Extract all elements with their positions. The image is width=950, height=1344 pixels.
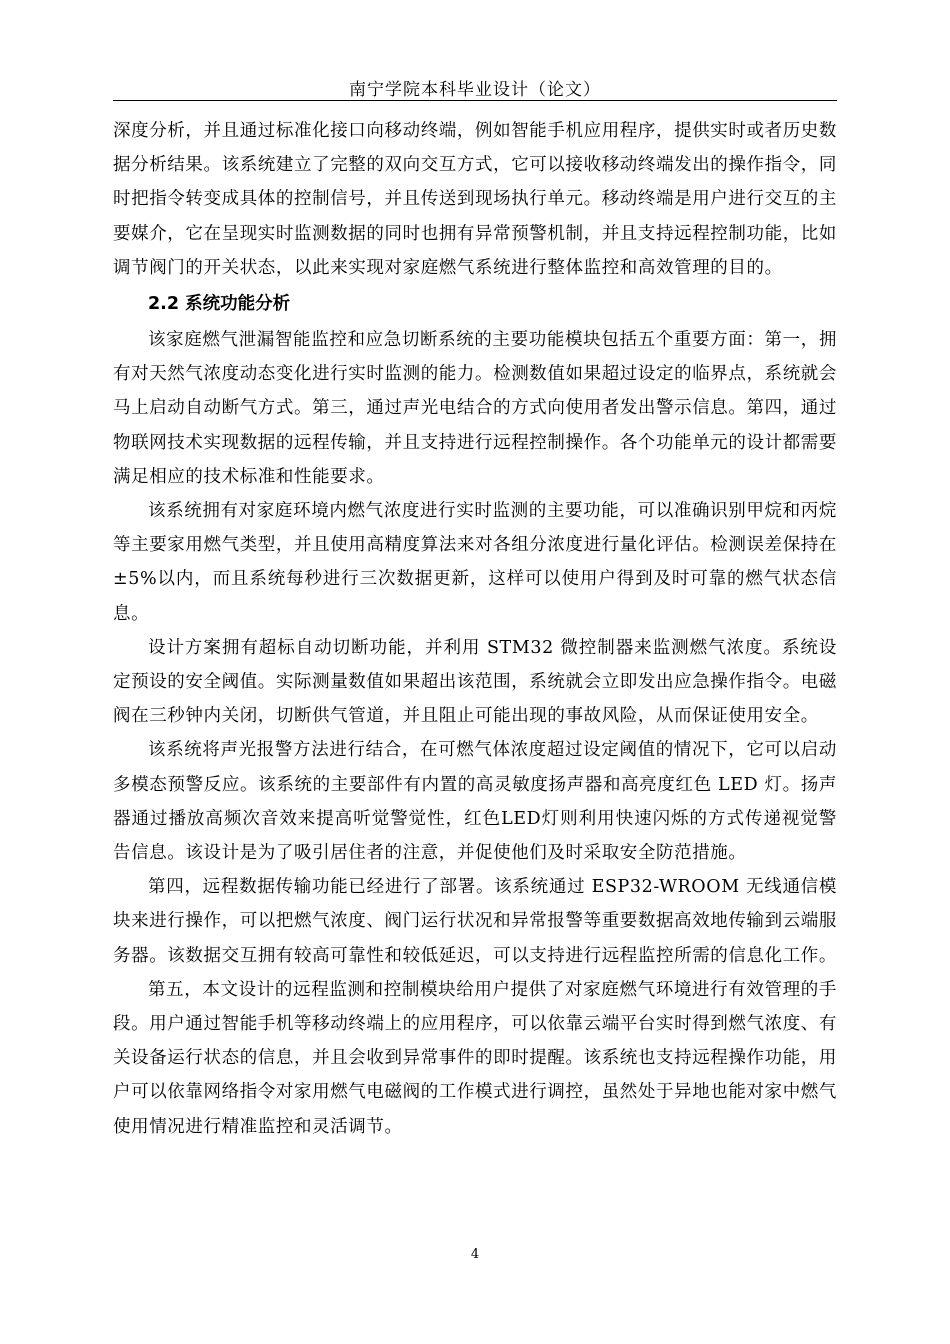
paragraph-6: 第五，本文设计的远程监测和控制模块给用户提供了对家庭燃气环境进行有效管理的手段。用户通过智能手机等移动终端上的应用程序，可以依靠云端平台实时得到燃气浓度、有关设备运行状态的信息，并且会收到异常事件的即时提醒。该系统也支持远程操作功能，用户可以依靠网络指令对家用燃气电磁阀的工作模式进行调控，虽然处于异地也能对家中燃气使用情况进行精准监控和灵活调节。 [113,979,837,1137]
paragraph-2: 该系统拥有对家庭环境内燃气浓度进行实时监测的主要功能，可以准确识别甲烷和丙烷等主要家用燃气类型，并且使用高精度算法来对各组分浓度进行量化评估。检测误差保持在±5%以内，而且系统每秒进行三次数据更新，这样可以使用户得到及时可靠的燃气状态信息。 [113,501,837,624]
header-title: 南宁学院本科毕业设计（论文） [349,80,601,100]
page-header [113,60,837,101]
intro-paragraph: 深度分析，并且通过标准化接口向移动终端，例如智能手机应用程序，提供实时或者历史数据分析结果。该系统建立了完整的双向交互方式，它可以接收移动终端发出的操作指令，同时把指令转变成具体的控制信号，并且传送到现场执行单元。移动终端是用户进行交互的主要媒介，它在呈现实时监测数据的同时也拥有异常预警机制，并且支持远程控制功能，比如调节阀门的开关状态，以此来实现对家庭燃气系统进行整体监控和高效管理的目的。 [113,121,837,278]
paragraph-5: 第四，远程数据传输功能已经进行了部署。该系统通过 ESP32-WROOM 无线通信模块来进行操作，可以把燃气浓度、阀门运行状况和异常报警等重要数据高效地传输到云端服务器。该数据交互拥有较高可靠性和较低延迟，可以支持进行远程监控所需的信息化工作。 [113,877,837,966]
paragraph-1: 该家庭燃气泄漏智能监控和应急切断系统的主要功能模块包括五个重要方面：第一，拥有对天然气浓度动态变化进行实时监测的能力。检测数值如果超过设定的临界点，系统就会马上启动自动断气方式。第三，通过声光电结合的方式向使用者发出警示信息。第四，通过物联网技术实现数据的远程传输，并且支持进行远程控制操作。各个功能单元的设计都需要满足相应的技术标准和性能要求。 [113,330,837,487]
paragraph-4: 该系统将声光报警方法进行结合，在可燃气体浓度超过设定阈值的情况下，它可以启动多模态预警反应。该系统的主要部件有内置的高灵敏度扬声器和高亮度红色 LED 灯。扬声器通过播放高频次音效来提高听觉警觉性，红色LED灯则利用快速闪烁的方式传递视觉警告信息。该设计是为了吸引居住者的注意，并促使他们及时采取安全防范措施。 [113,740,837,864]
page-number: 4 [470,1247,480,1262]
body-text [113,114,837,1144]
section-heading: 2.2 系统功能分析 [148,294,291,315]
paragraph-3: 设计方案拥有超标自动切断功能，并利用 STM32 微控制器来监测燃气浓度。系统设定预设的安全阈值。实际测量数值如果超出该范围，系统就会立即发出应急操作指令。电磁阀在三秒钟内关闭，切断供气管道，并且阻止可能出现的事故风险，从而保证使用安全。 [113,637,837,727]
